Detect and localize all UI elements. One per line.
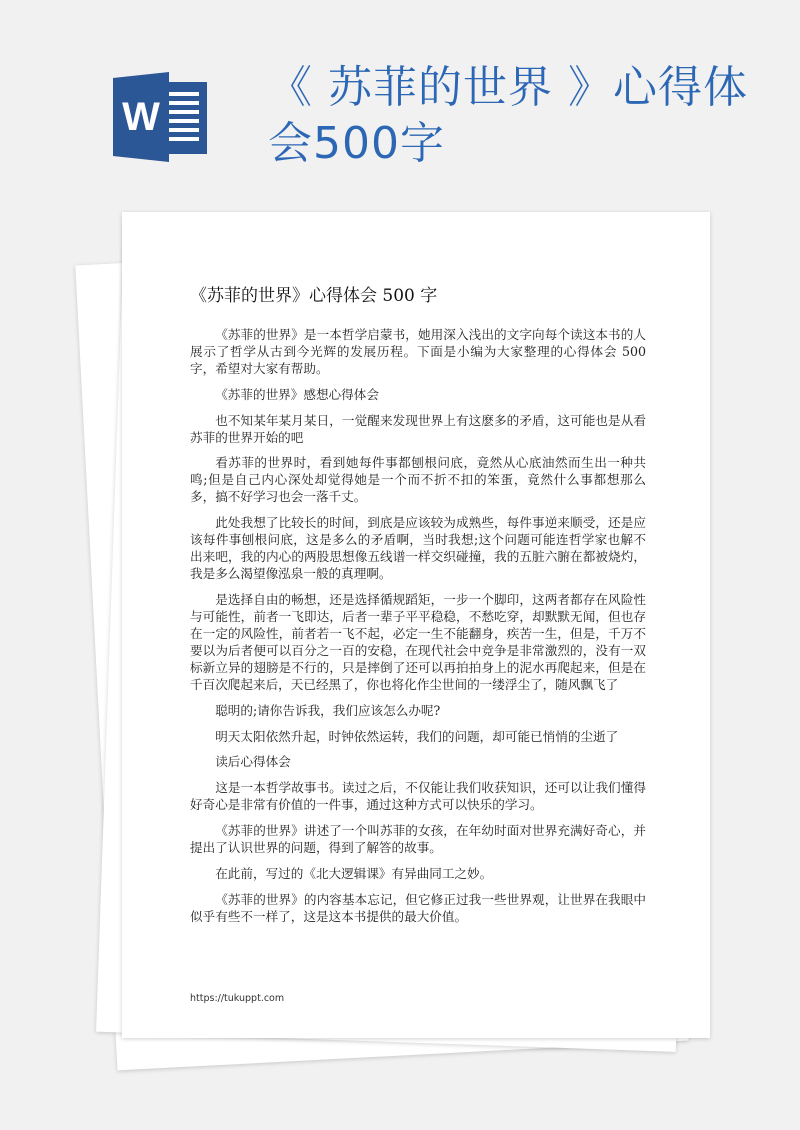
document-body (190, 326, 646, 933)
paragraph: 明天太阳依然升起，时钟依然运转，我们的问题，却可能已悄悄的尘逝了 (215, 728, 619, 744)
paragraph: 读后心得体会 (215, 754, 291, 770)
paragraph: 《苏菲的世界》感想心得体会 (215, 386, 379, 402)
word-icon (113, 72, 213, 162)
svg-text:W: W (122, 95, 160, 139)
paragraph: 《苏菲的世界》讲述了一个叫苏菲的女孩，在年幼时面对世界充满好奇心，并提出了认识世界的问题，得到了解答的故事。 (190, 822, 646, 855)
paragraph: 聪明的;请你告诉我，我们应该怎么办呢? (215, 702, 441, 718)
paragraph: 《苏菲的世界》的内容基本忘记，但它修正过我一些世界观，让世界在我眼中似乎有些不一样了，这是这本书提供的最大价值。 (190, 891, 646, 924)
paragraph: 在此前，写过的《北大逻辑课》有异曲同工之妙。 (215, 865, 493, 881)
paragraph: 此处我想了比较长的时间，到底是应该较为成熟些，每件事逆来顺受，还是应该每件事刨根问底，这是多么的矛盾啊，当时我想;这个问题可能连哲学家也解不出来吧，我的内心的两股思想像五线谱一样交织碰撞，我的五脏六腑在都被烧灼，我是多么渴望像泓泉一般的真理啊。 (190, 515, 646, 582)
page-title: 《 苏菲的世界 》心得体会500字 (268, 62, 748, 169)
paragraph: 是选择自由的畅想，还是选择循规蹈矩，一步一个脚印，这两者都存在风险性与可能性，前者一飞即达，后者一辈子平平稳稳，不愁吃穿，却默默无闻，但也存在一定的风险性，前者若一飞不起，必定一生不能翻身，疾苦一生，但是，千万不要以为后者便可以百分之一百的安稳，在现代社会中竞争是非常激烈的，没有一双标新立异的翅膀是不行的，只是摔倒了还可以再拍拍身上的泥水再爬起来，但是在千百次爬起来后，天已经黑了，你也将化作尘世间的一缕浮尘了，随风飘飞了 (190, 591, 646, 692)
document-title: 《苏菲的世界》心得体会 500 字 (190, 286, 438, 306)
paragraph: 《苏菲的世界》是一本哲学启蒙书，她用深入浅出的文字向每个读这本书的人展示了哲学从古到今光辉的发展历程。下面是小编为大家整理的心得体会 500 字，希望对大家有帮助。 (190, 327, 646, 376)
paragraph: 这是一本哲学故事书。读过之后，不仅能让我们收获知识，还可以让我们懂得好奇心是非常有价值的一件事，通过这种方式可以快乐的学习。 (190, 780, 646, 813)
paragraph: 看苏菲的世界时，看到她每件事都刨根问底，竟然从心底油然而生出一种共鸣;但是自己内心深处却觉得她是一个而不折不扣的笨蛋，竟然什么事都想那么多，搞不好学习也会一落千丈。 (190, 455, 646, 505)
paragraph: 也不知某年某月某日，一觉醒来发现世界上有这麽多的矛盾，这可能也是从看苏菲的世界开始的吧 (190, 412, 646, 445)
source-link[interactable]: https://tukuppt.com (190, 993, 285, 1004)
